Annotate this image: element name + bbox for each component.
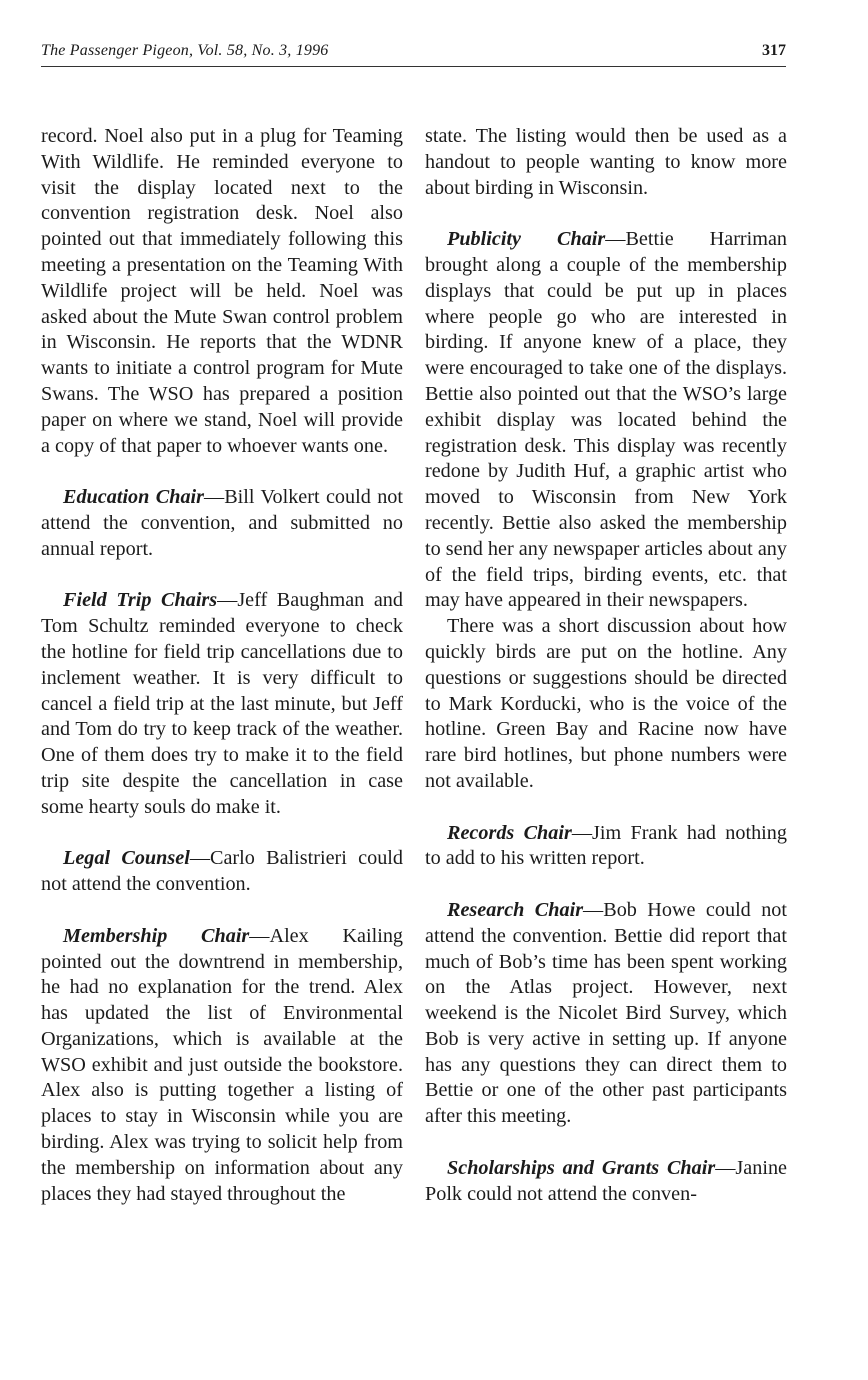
paragraph-legal-counsel [41,846,403,898]
membership-text: —Alex Kailing pointed out the downtrend in membership, he had no explanation for the trend. Alex has updated the list of Environmental Organizations, which is available at the WSO exhibit and just outside the bookstore. Alex also is putting together a listing of places to stay in Wisconsin while you are birding. Alex was trying to solicit help from the membership on information about any places they had stayed throughout the [41,924,404,1205]
section-head-membership: Membership Chair [63,924,250,947]
page-number: 317 [762,42,786,59]
paragraph-scholarships-chair [425,1156,787,1208]
scholarships-text: —Janine Polk could not attend the conven- [425,1156,787,1205]
section-head-research: Research Chair [447,898,584,921]
publicity-text: —Bettie Harriman brought along a couple of the membership displays that could be put up in places where people go who are interested in birding. If anyone knew of a place, they were encouraged to take one of the displays. Bettie also pointed out that the WSO’s large exhibit display was located behind the registration desk. This display was recently redone by Judith Huf, a graphic artist who moved to Wisconsin from New York recently. Bettie also asked the membership to send her any newspaper articles about any of the field trips, birding events, etc. that may have appeared in their newspapers. [425,228,788,612]
paragraph-hotline-discussion: There was a short discussion about how quickly birds are put on the hotline. Any questions or suggestions should be directed to Mark Korducki, who is the voice of the hotline. Green Bay and Racine now have rare bird hotlines, but phone numbers were not available. [425,615,787,792]
field-trip-text: —Jeff Baughman and Tom Schultz reminded everyone to check the hotline for field trip cancellations due to inclement weather. It is very difficult to cancel a field trip at the last minute, but Jeff and Tom do try to keep track of the weather. One of them does try to make it to the field trip site despite the cancellation in case some hearty souls do make it. [41,589,403,818]
paragraph-education-chair [41,485,403,562]
legal-text: —Carlo Balistrieri could not attend the convention. [41,847,403,896]
paragraph-membership-chair [41,924,403,1208]
paragraph-field-trip-chairs [41,588,403,820]
records-text: —Jim Frank had nothing to add to his written report. [425,821,787,870]
journal-citation: The Passenger Pigeon, Vol. 58, No. 3, 1996 [41,42,329,59]
paragraph-noel-report: record. Noel also put in a plug for Teaming With Wildlife. He reminded everyone to visit the display located next to the convention registration desk. Noel also pointed out that immediately following this meeting a presentation on the Teaming With Wildlife project will be held. Noel was asked about the Mute Swan control problem in Wisconsin. He reports that the WDNR wants to initiate a control program for Mute Swans. The WSO has prepared a position paper on where we stand, Noel will provide a copy of that paper to whoever wants one. [41,125,403,457]
research-text: —Bob Howe could not attend the convention. Bettie did report that much of Bob’s time has been spent working on the Atlas project. However, next weekend is the Nicolet Bird Survey, which Bob is very active in setting up. If anyone has any questions they can direct them to Bettie or one of the other past participants after this meeting. [425,898,787,1128]
section-head-legal: Legal Counsel [63,847,190,870]
section-head-publicity: Publicity Chair [447,228,606,251]
education-text: —Bill Volkert could not attend the convention, and submitted no annual report. [41,486,403,560]
right-column [425,124,787,1207]
paragraph-records-chair [425,821,787,873]
paragraph-research-chair [425,898,787,1130]
section-head-records: Records Chair [447,821,572,844]
section-head-education: Education Chair [63,486,205,509]
left-column [41,124,403,1207]
section-head-field-trip: Field Trip Chairs [63,589,218,612]
paragraph-publicity-chair [425,227,787,614]
section-head-scholarships: Scholarships and Grants Chair [447,1156,716,1179]
running-header [41,40,786,67]
paragraph-listing-continued: state. The listing would then be used as a handout to people wanting to know more about birding in Wisconsin. [425,125,787,199]
